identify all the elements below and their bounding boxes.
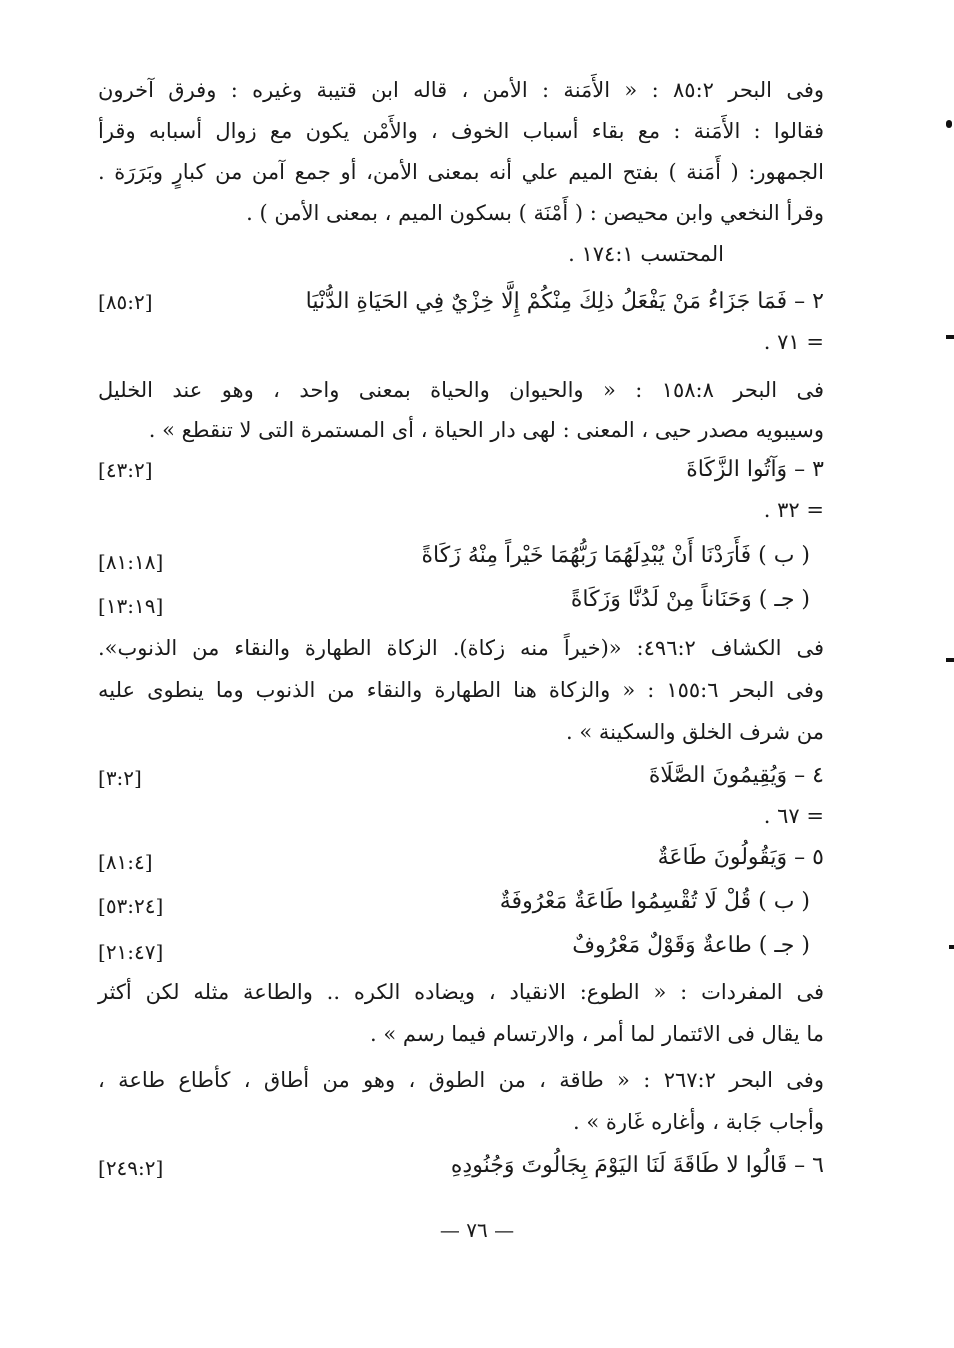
page-number: — ٧٦ — — [439, 1218, 515, 1242]
commentary-line: وفى البحر ٢٦٧:٢ : « طاقة ، من الطوق ، وهو من أطاق ، كأطاع طاعة ، — [98, 1068, 824, 1092]
scan-mark — [949, 945, 954, 949]
text-line: وقرأ النخعي وابن محيصن : ( أَمْنَة ) بسكون الميم ، بمعنى الأمن ) . — [246, 201, 824, 225]
verse-subentry: ( ب ) قُلْ لَا تُقْسِمُوا طَاعَةٌ مَعْرُوفَةٌ — [499, 889, 810, 914]
verse-reference: [٢١:٤٧] — [98, 940, 164, 964]
text-line: الجمهور: ( أَمَنة ) بفتح الميم علي أنه بمعنى الأمن، أو جمع آمن من كبارٍ وبَرَرَة . — [98, 160, 824, 184]
occurrence-count: = ٧١ . — [763, 330, 824, 354]
scan-mark — [946, 658, 954, 662]
commentary-line: وسيبويه مصدر حيى ، المعنى : لهى دار الحياة ، أى المستمرة التى لا تنقطع » . — [148, 418, 824, 442]
occurrence-count: = ٦٧ . — [763, 804, 824, 828]
verse-reference: [٤٣:٢] — [98, 458, 153, 482]
verse-reference: [٢٤٩:٢] — [98, 1156, 164, 1180]
verse-reference: [٣:٢] — [98, 766, 142, 790]
commentary-line: وفى البحر ١٥٥:٦ : « والزكاة هنا الطهارة والنقاء من الذنوب وما ينطوى عليه — [98, 678, 825, 702]
verse-entry-3: ٣ – وَآتُوا الزَّكَاةَ — [686, 457, 824, 482]
scan-mark — [946, 120, 952, 128]
verse-subentry: ( جـ ) وَحَنَاناً مِنْ لَدُنَّا وَزَكَاةً — [570, 587, 810, 612]
occurrence-count: = ٣٢ . — [763, 498, 824, 522]
verse-entry-4: ٤ – وَيُقِيمُونَ الصَّلَاةَ — [648, 763, 824, 788]
commentary-line: ما يقال فى الائتمار لما أمر ، والارتسام فيما رسم » . — [369, 1022, 824, 1046]
verse-subentry: ( جـ ) طاعةٌ وَقَوْلٌ مَعْرُوفٌ — [572, 933, 810, 958]
commentary-line: وأجاب جَابة ، وأغاره غَارة » . — [573, 1110, 824, 1134]
commentary-line: من شرف الخلق والسكينة » . — [566, 720, 824, 744]
verse-reference: [٨١:٤] — [98, 850, 153, 874]
text-line: وفى البحر ٨٥:٢ : « الأَمَنة : الأمن ، قاله ابن قتيبة وغيره : وفرق آخرون — [98, 78, 824, 102]
commentary-line: فى الكشاف ٤٩٦:٢: «(خيراً منه زكاة). الزكاة الطهارة والنقاء من الذنوب». — [98, 636, 825, 660]
verse-reference: [١٣:١٩] — [98, 594, 164, 618]
verse-entry-2: ٢ – فَمَا جَزَاءُ مَنْ يَفْعَلُ ذلِكَ مِنْكُمْ إِلَّا خِزْيٌ فِي الحَيَاةِ الدُّنْيَا — [305, 289, 824, 314]
verse-reference: [٨١:١٨] — [98, 550, 164, 574]
scan-mark — [946, 335, 954, 339]
verse-reference: [٥٣:٢٤] — [98, 894, 164, 918]
verse-entry-6: ٦ – قَالُوا لا طَاقَةَ لَنَا اليَوْمَ بِجَالُوتَ وَجُنُودِهِ — [450, 1153, 824, 1178]
citation-line: المحتسب ١٧٤:١ . — [568, 242, 724, 266]
commentary-line: فى البحر ١٥٨:٨ : « والحيوان والحياة بمعنى واحد ، وهو عند الخليل — [98, 378, 824, 402]
verse-reference: [٨٥:٢] — [98, 290, 153, 314]
document-page — [98, 70, 824, 1348]
text-line: فقالوا : الأَمَنة : مع بقاء أسباب الخوف ، والأَمْن يكون مع زوال أسبابه وقرأ — [98, 119, 824, 143]
commentary-line: فى المفردات : « الطوع: الانقياد ، ويضاده الكره .. والطاعة مثله لكن أكثر — [98, 980, 824, 1004]
verse-subentry: ( ب ) فَأَرَدْنَا أَنْ يُبْدِلَهُمَا رَبُّهُمَا خَيْراً مِنْهُ زَكَاةً — [421, 543, 810, 568]
verse-entry-5: ٥ – وَيَقُولُونَ طَاعَةٌ — [657, 845, 824, 870]
